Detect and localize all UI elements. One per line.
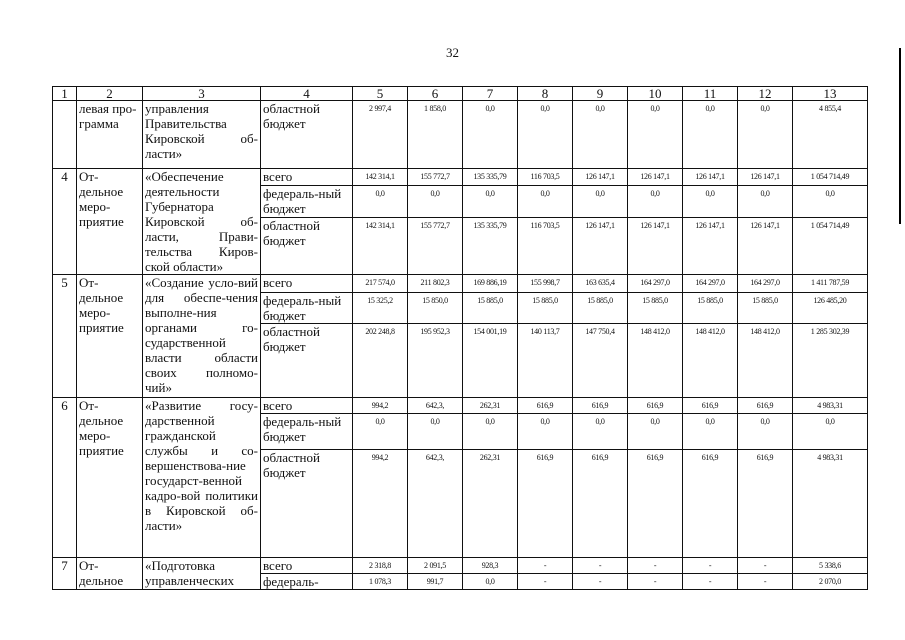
amount-cell: 5 338,6 <box>793 558 868 574</box>
amount-cell: 0,0 <box>628 101 683 169</box>
amount-cell: 126 147,1 <box>738 218 793 275</box>
amount-cell: 4 855,4 <box>793 101 868 169</box>
amount-cell: 4 983,31 <box>793 450 868 558</box>
amount-cell: 2 997,4 <box>353 101 408 169</box>
amount-cell: 616,9 <box>573 398 628 414</box>
header-cell: 3 <box>143 87 261 101</box>
row-number-cell: 6 <box>53 398 77 558</box>
funding-source-cell: всего <box>261 169 353 186</box>
funding-source-cell: областной бюджет <box>261 101 353 169</box>
amount-cell: - <box>738 558 793 574</box>
amount-cell: 148 412,0 <box>738 324 793 398</box>
amount-cell: 0,0 <box>573 185 628 218</box>
amount-cell: 994,2 <box>353 398 408 414</box>
amount-cell: 154 001,19 <box>463 324 518 398</box>
amount-cell: 0,0 <box>353 185 408 218</box>
amount-cell: 126 147,1 <box>628 169 683 186</box>
amount-cell: 0,0 <box>683 185 738 218</box>
amount-cell: 642,3, <box>408 398 463 414</box>
amount-cell: 2 091,5 <box>408 558 463 574</box>
amount-cell: - <box>518 574 573 590</box>
amount-cell: 1 411 787,59 <box>793 275 868 293</box>
amount-cell: 164 297,0 <box>683 275 738 293</box>
amount-cell: 0,0 <box>408 414 463 450</box>
amount-cell: 0,0 <box>628 185 683 218</box>
amount-cell: 991,7 <box>408 574 463 590</box>
amount-cell: - <box>573 574 628 590</box>
amount-cell: 0,0 <box>738 185 793 218</box>
amount-cell: 2 070,0 <box>793 574 868 590</box>
measure-type-cell: От-дельное меро-приятие <box>77 275 143 398</box>
amount-cell: 140 113,7 <box>518 324 573 398</box>
amount-cell: 642,3, <box>408 450 463 558</box>
amount-cell: 0,0 <box>463 185 518 218</box>
header-cell: 8 <box>518 87 573 101</box>
amount-cell: - <box>683 558 738 574</box>
amount-cell: 994,2 <box>353 450 408 558</box>
amount-cell: 0,0 <box>463 101 518 169</box>
measure-name-cell: «Подготовка управленческих <box>143 558 261 590</box>
amount-cell: 1 858,0 <box>408 101 463 169</box>
measure-type-cell: От-дельное меро-приятие <box>77 398 143 558</box>
amount-cell: 195 952,3 <box>408 324 463 398</box>
amount-cell: 0,0 <box>463 414 518 450</box>
table-row <box>53 101 868 169</box>
amount-cell: 2 318,8 <box>353 558 408 574</box>
header-cell: 6 <box>408 87 463 101</box>
amount-cell: 928,3 <box>463 558 518 574</box>
amount-cell: 0,0 <box>573 414 628 450</box>
page-number: 32 <box>446 45 459 60</box>
amount-cell: 0,0 <box>408 185 463 218</box>
amount-cell: 0,0 <box>683 414 738 450</box>
amount-cell: 217 574,0 <box>353 275 408 293</box>
amount-cell: - <box>628 558 683 574</box>
amount-cell: 126 147,1 <box>738 169 793 186</box>
row-number-cell <box>53 101 77 169</box>
amount-cell: 142 314,1 <box>353 169 408 186</box>
measure-type-cell: От-дельное меро-приятие <box>77 169 143 275</box>
amount-cell: 15 885,0 <box>683 293 738 324</box>
amount-cell: - <box>738 574 793 590</box>
amount-cell: 262,31 <box>463 398 518 414</box>
page-edge-line <box>899 48 901 224</box>
amount-cell: 169 886,19 <box>463 275 518 293</box>
amount-cell: 1 054 714,49 <box>793 169 868 186</box>
amount-cell: 126 147,1 <box>573 218 628 275</box>
amount-cell: 135 335,79 <box>463 169 518 186</box>
measure-type-cell: левая про-грамма <box>77 101 143 169</box>
amount-cell: 116 703,5 <box>518 218 573 275</box>
amount-cell: 0,0 <box>573 101 628 169</box>
funding-source-cell: всего <box>261 398 353 414</box>
funding-source-cell: федераль-ный бюджет <box>261 414 353 450</box>
funding-source-cell: областной бюджет <box>261 218 353 275</box>
amount-cell: 0,0 <box>738 414 793 450</box>
header-cell: 1 <box>53 87 77 101</box>
funding-source-cell: областной бюджет <box>261 324 353 398</box>
amount-cell: - <box>683 574 738 590</box>
table-row <box>53 398 868 414</box>
amount-cell: 164 297,0 <box>628 275 683 293</box>
amount-cell: 0,0 <box>518 414 573 450</box>
amount-cell: 148 412,0 <box>628 324 683 398</box>
amount-cell: 616,9 <box>628 450 683 558</box>
amount-cell: 126 147,1 <box>628 218 683 275</box>
table-row <box>53 169 868 186</box>
amount-cell: 0,0 <box>793 414 868 450</box>
amount-cell: 616,9 <box>683 398 738 414</box>
amount-cell: 616,9 <box>683 450 738 558</box>
amount-cell: 616,9 <box>518 450 573 558</box>
header-cell: 5 <box>353 87 408 101</box>
amount-cell: 15 885,0 <box>463 293 518 324</box>
funding-source-cell: федераль- <box>261 574 353 590</box>
amount-cell: 616,9 <box>518 398 573 414</box>
row-number-cell: 7 <box>53 558 77 590</box>
amount-cell: 15 885,0 <box>628 293 683 324</box>
row-number-cell: 4 <box>53 169 77 275</box>
amount-cell: 126 147,1 <box>683 218 738 275</box>
funding-source-cell: федераль-ный бюджет <box>261 185 353 218</box>
amount-cell: 155 772,7 <box>408 218 463 275</box>
amount-cell: 616,9 <box>738 398 793 414</box>
amount-cell: 0,0 <box>738 101 793 169</box>
amount-cell: 15 885,0 <box>518 293 573 324</box>
header-cell: 11 <box>683 87 738 101</box>
funding-source-cell: федераль-ный бюджет <box>261 293 353 324</box>
amount-cell: 0,0 <box>518 185 573 218</box>
amount-cell: 155 998,7 <box>518 275 573 293</box>
amount-cell: 0,0 <box>628 414 683 450</box>
measure-name-cell: «Создание усло-вий для обеспе-чения выполне-ния органами го-сударственной власти области своих полномо-чий» <box>143 275 261 398</box>
measure-name-cell: управления Правительства Кировской об-ласти» <box>143 101 261 169</box>
amount-cell: 142 314,1 <box>353 218 408 275</box>
amount-cell: 616,9 <box>738 450 793 558</box>
header-row <box>53 87 868 101</box>
amount-cell: 148 412,0 <box>683 324 738 398</box>
amount-cell: 202 248,8 <box>353 324 408 398</box>
header-cell: 10 <box>628 87 683 101</box>
funding-source-cell: областной бюджет <box>261 450 353 558</box>
amount-cell: 116 703,5 <box>518 169 573 186</box>
amount-cell: 155 772,7 <box>408 169 463 186</box>
measure-type-cell: От-дельное <box>77 558 143 590</box>
amount-cell: 163 635,4 <box>573 275 628 293</box>
row-number-cell: 5 <box>53 275 77 398</box>
amount-cell: 211 802,3 <box>408 275 463 293</box>
amount-cell: 15 850,0 <box>408 293 463 324</box>
table-row <box>53 275 868 293</box>
amount-cell: 262,31 <box>463 450 518 558</box>
amount-cell: 164 297,0 <box>738 275 793 293</box>
amount-cell: 616,9 <box>573 450 628 558</box>
amount-cell: 126 147,1 <box>573 169 628 186</box>
funding-source-cell: всего <box>261 275 353 293</box>
amount-cell: 147 750,4 <box>573 324 628 398</box>
amount-cell: - <box>518 558 573 574</box>
measure-name-cell: «Обеспечение деятельности Губернатора Кировской об-ласти, Прави-тельства Киров-ской области» <box>143 169 261 275</box>
measure-name-cell: «Развитие госу-дарственной гражданской службы и со-вершенствова-ние государст-венной кадро-вой политики в Кировской об-ласти» <box>143 398 261 558</box>
header-cell: 2 <box>77 87 143 101</box>
amount-cell: 0,0 <box>463 574 518 590</box>
amount-cell: 15 885,0 <box>738 293 793 324</box>
amount-cell: 135 335,79 <box>463 218 518 275</box>
funding-source-cell: всего <box>261 558 353 574</box>
header-cell: 9 <box>573 87 628 101</box>
amount-cell: 1 054 714,49 <box>793 218 868 275</box>
amount-cell: 0,0 <box>683 101 738 169</box>
header-cell: 4 <box>261 87 353 101</box>
amount-cell: - <box>573 558 628 574</box>
amount-cell: 15 885,0 <box>573 293 628 324</box>
amount-cell: 0,0 <box>793 185 868 218</box>
table-row <box>53 558 868 574</box>
amount-cell: 0,0 <box>353 414 408 450</box>
amount-cell: 1 078,3 <box>353 574 408 590</box>
amount-cell: 15 325,2 <box>353 293 408 324</box>
header-cell: 13 <box>793 87 868 101</box>
amount-cell: 126 147,1 <box>683 169 738 186</box>
header-cell: 12 <box>738 87 793 101</box>
amount-cell: 0,0 <box>518 101 573 169</box>
amount-cell: 1 285 302,39 <box>793 324 868 398</box>
budget-table <box>52 86 868 590</box>
amount-cell: 4 983,31 <box>793 398 868 414</box>
amount-cell: 126 485,20 <box>793 293 868 324</box>
amount-cell: - <box>628 574 683 590</box>
amount-cell: 616,9 <box>628 398 683 414</box>
table-body <box>53 101 868 590</box>
header-cell: 7 <box>463 87 518 101</box>
